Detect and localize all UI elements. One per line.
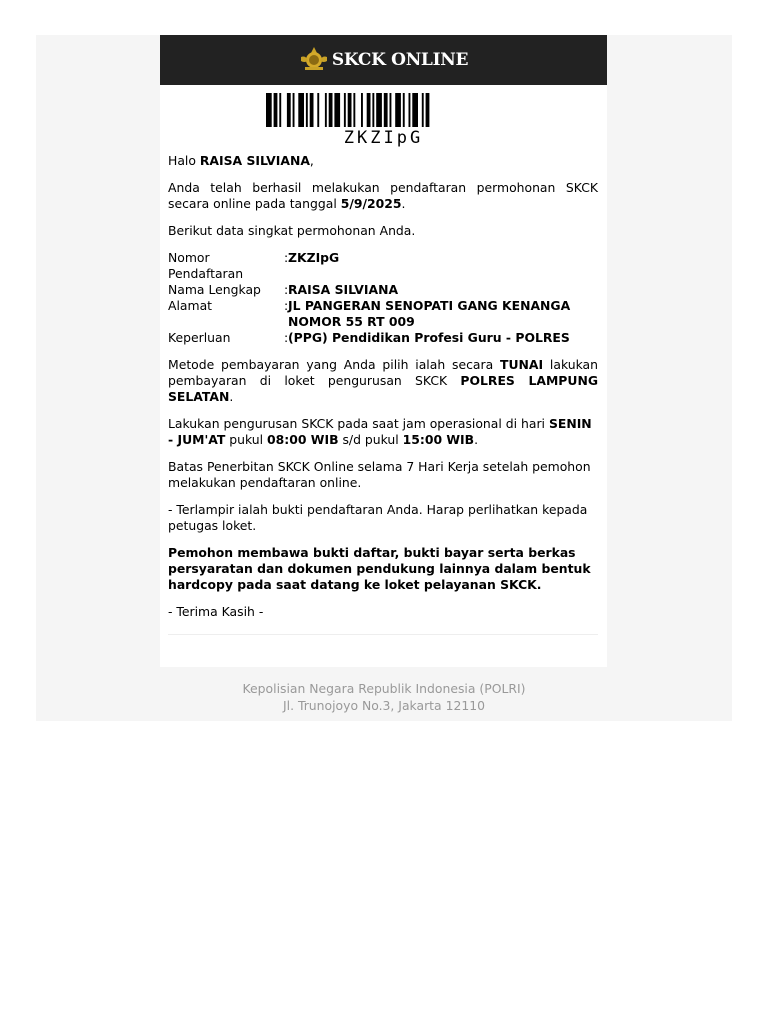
barcode-bar [292,93,294,127]
barcode-bar [425,93,429,127]
purpose: (PPG) Pendidikan Profesi Guru - POLRES [288,330,570,345]
payment-paragraph [168,357,598,405]
barcode-bar [317,93,319,127]
registration-details [168,250,598,346]
requirements-paragraph [168,545,598,593]
email-body [160,153,607,635]
barcode-bar [334,93,340,127]
barcode-bar [286,93,290,127]
barcode-bar [376,93,382,127]
intro-text: Anda telah berhasil melakukan pendaftaran permohonan SKCK secara online pada tanggal [168,180,598,211]
footer-org: Kepolisian Negara Republik Indonesia (POLRI) [242,681,526,696]
email-card [160,35,607,667]
detail-value: : ZKZIpG [284,250,598,282]
schedule-end-time: 15:00 WIB [402,432,475,447]
detail-label: Nomor Pendaftaran [168,250,244,281]
greeting-prefix: Halo [168,153,200,168]
barcode-bar [372,93,374,127]
schedule-days: SENIN - JUM'AT [168,416,592,447]
intro-end: . [401,196,406,211]
barcode-code: ZKZIpG [343,128,424,148]
requirements-text: Pemohon membawa bukti daftar, bukti bayar serta berkas persyaratan dan dokumen pendukung lainnya dalam bentuk hardcopy pada saat datang ke loket pelayanan SKCK. [168,545,591,592]
payment-method: TUNAI [500,357,544,372]
schedule-text: pukul [225,432,268,447]
full-name: RAISA SILVIANA [288,282,399,297]
barcode-bar [273,93,277,127]
barcode-bar [353,93,355,127]
barcode-bar [309,93,313,127]
detail-label: Alamat [168,298,213,313]
barcode-bar [305,93,307,127]
barcode-block [160,93,607,147]
barcode-bar [343,93,345,127]
barcode-bar [266,93,272,127]
schedule-paragraph [168,416,598,448]
payment-text: Metode pembayaran yang Anda pilih ialah secara [168,357,500,372]
barcode-bar [402,93,404,127]
summary-line: Berikut data singkat permohonan Anda. [168,223,416,238]
email-header [160,35,607,85]
registration-number: ZKZIpG [288,250,340,265]
detail-value: : JL PANGERAN SENOPATI GANG KENANGA NOMOR 55 RT 009 [284,298,598,330]
attachment-note: - Terlampir ialah bukti pendaftaran Anda. Harap perlihatkan kepada petugas loket. [168,502,588,533]
barcode-bar [298,93,304,127]
schedule-start-time: 08:00 WIB [267,432,339,447]
logo [299,45,468,75]
detail-label: Nama Lengkap [168,282,261,297]
barcode-bar [279,93,281,127]
detail-value: : RAISA SILVIANA [284,282,399,297]
detail-label: Keperluan [168,330,231,345]
barcode-bar [347,93,351,127]
schedule-end: . [474,432,479,447]
barcode-bar [366,93,370,127]
polri-emblem-icon [299,45,329,75]
payment-text: lakukan pembayaran di loket pengurusan SKCK [168,357,598,388]
deadline-paragraph: Batas Penerbitan SKCK Online selama 7 Hari Kerja setelah pemohon melakukan pendaftaran online. [168,459,591,490]
barcode-bar [412,93,418,127]
app-title: SKCK ONLINE [331,50,469,70]
greeting [168,153,598,169]
intro-paragraph [168,180,598,212]
barcode-bar [408,93,410,127]
barcode-image [264,93,504,127]
footer-address: Jl. Trunojoyo No.3, Jakarta 12110 [282,698,485,713]
detail-value: : (PPG) Pendidikan Profesi Guru - POLRES [284,330,570,345]
registration-date: 5/9/2025 [340,196,402,211]
payment-end: . [229,389,234,404]
barcode-bar [389,93,391,127]
divider [168,634,598,635]
barcode-bar [421,93,423,127]
email-footer [36,680,732,714]
address: JL PANGERAN SENOPATI GANG KENANGA NOMOR 55 RT 009 [288,298,571,329]
barcode-bar [395,93,401,127]
email-background [36,35,732,721]
barcode-bar [383,93,387,127]
barcode-bar [328,93,332,127]
barcode-bar [361,93,363,127]
schedule-text: s/d pukul [338,432,403,447]
payment-location: POLRES LAMPUNG SELATAN [168,373,598,404]
closing-text: - Terima Kasih - [168,604,264,619]
greeting-suffix: , [309,153,314,168]
greeting-name: RAISA SILVIANA [199,153,310,168]
barcode-bar [324,93,326,127]
schedule-text: Lakukan pengurusan SKCK pada saat jam operasional di hari [168,416,549,431]
